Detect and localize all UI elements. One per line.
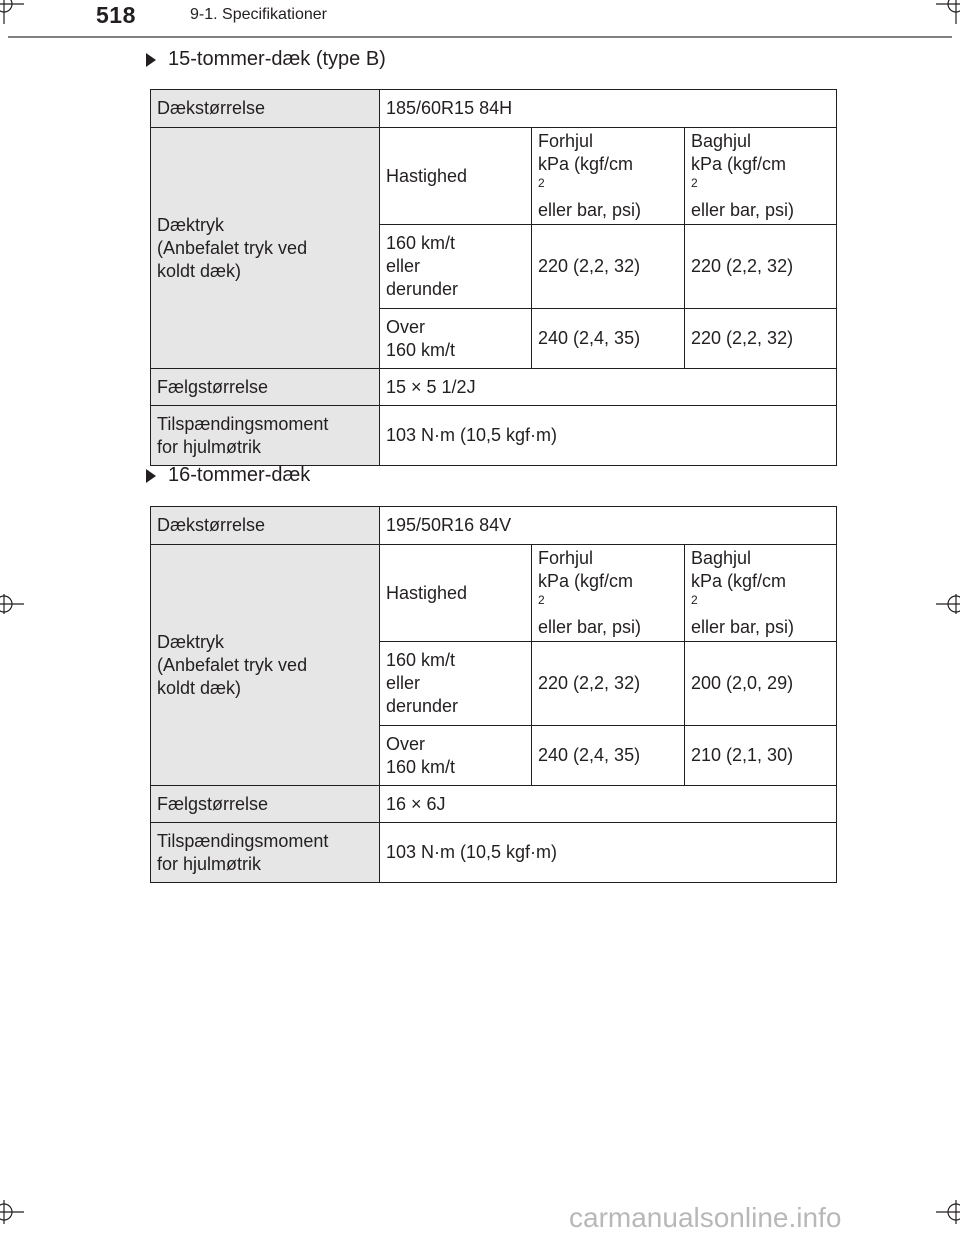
page-number: 518 (96, 2, 136, 28)
pressure-label: Dæktryk (Anbefalet tryk ved koldt dæk) (151, 545, 380, 786)
rear-wheel-header: Baghjul kPa (kgf/cm $^2$ eller bar, psi) (685, 545, 837, 642)
rear-pressure-cell: 220 (2,2, 32) (685, 309, 837, 369)
subheading-15-inch (146, 48, 386, 71)
subheading-text: 15-tommer-dæk (type B) (168, 48, 386, 70)
crop-mark-icon (0, 0, 24, 24)
table-row (151, 406, 837, 466)
table-row (151, 823, 837, 883)
crop-mark-icon (0, 1200, 24, 1224)
rear-pressure-cell: 210 (2,1, 30) (685, 726, 837, 786)
section-bullet-triangle-icon (146, 469, 156, 483)
crop-mark-icon (936, 1200, 960, 1224)
watermark: carmanualsonline.info (569, 1202, 842, 1233)
tire-spec-table-16-inch (150, 506, 837, 883)
speed-range-cell: Over 160 km/t (380, 726, 532, 786)
rear-pressure-cell: 200 (2,0, 29) (685, 642, 837, 726)
torque-label: Tilspændingsmoment for hjulmøtrik (151, 823, 380, 883)
speed-header: Hastighed (380, 545, 532, 642)
rim-size-label: Fælgstørrelse (151, 786, 380, 823)
tire-size-label: Dækstørrelse (151, 90, 380, 128)
tire-size-label: Dækstørrelse (151, 507, 380, 545)
subheading-text: 16-tommer-dæk (168, 464, 311, 486)
table-row (151, 128, 837, 225)
front-wheel-header: Forhjul kPa (kgf/cm $^2$ eller bar, psi) (532, 545, 685, 642)
torque-label: Tilspændingsmoment for hjulmøtrik (151, 406, 380, 466)
table-row (151, 545, 837, 642)
tire-spec-table-15-inch (150, 89, 837, 466)
rim-size-value: 16 × 6J (380, 786, 837, 823)
crop-mark-icon (936, 0, 960, 24)
front-pressure-cell: 240 (2,4, 35) (532, 726, 685, 786)
speed-range-cell: 160 km/t eller derunder (380, 225, 532, 309)
section-bullet-triangle-icon (146, 53, 156, 67)
table-row (151, 90, 837, 128)
torque-value: 103 N·m (10,5 kgf·m) (380, 823, 837, 883)
front-pressure-cell: 240 (2,4, 35) (532, 309, 685, 369)
tire-size-value: 185/60R15 84H (380, 90, 837, 128)
rear-pressure-cell: 220 (2,2, 32) (685, 225, 837, 309)
speed-header: Hastighed (380, 128, 532, 225)
rim-size-value: 15 × 5 1/2J (380, 369, 837, 406)
subheading-16-inch (146, 464, 310, 487)
pressure-label: Dæktryk (Anbefalet tryk ved koldt dæk) (151, 128, 380, 369)
table-row (151, 786, 837, 823)
torque-value: 103 N·m (10,5 kgf·m) (380, 406, 837, 466)
table-row (151, 507, 837, 545)
table-row (151, 369, 837, 406)
header-rule (8, 36, 952, 38)
section-title: 9-1. Specifikationer (190, 6, 327, 23)
rim-size-label: Fælgstørrelse (151, 369, 380, 406)
crop-mark-icon (0, 592, 24, 616)
front-pressure-cell: 220 (2,2, 32) (532, 225, 685, 309)
front-wheel-header: Forhjul kPa (kgf/cm $^2$ eller bar, psi) (532, 128, 685, 225)
rear-wheel-header: Baghjul kPa (kgf/cm $^2$ eller bar, psi) (685, 128, 837, 225)
tire-size-value: 195/50R16 84V (380, 507, 837, 545)
speed-range-cell: Over 160 km/t (380, 309, 532, 369)
speed-range-cell: 160 km/t eller derunder (380, 642, 532, 726)
crop-mark-icon (936, 592, 960, 616)
front-pressure-cell: 220 (2,2, 32) (532, 642, 685, 726)
